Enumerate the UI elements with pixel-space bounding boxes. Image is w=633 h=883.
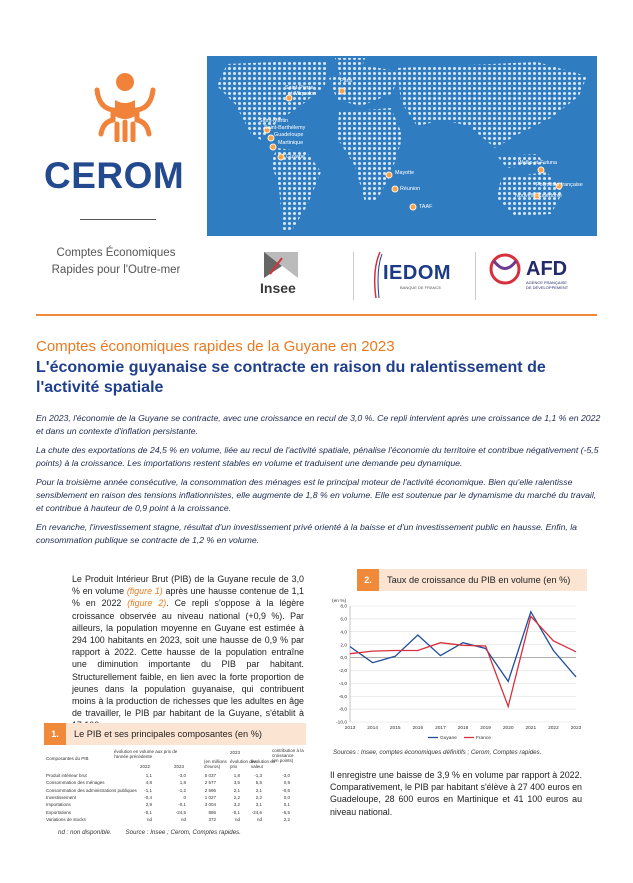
table-cell: -0,6 (282, 787, 290, 793)
table-cell: 1,1 (145, 773, 152, 778)
map-label-mayotte: Mayotte (395, 170, 415, 176)
table-row-label: Importations (46, 802, 71, 808)
y-tick-label: 4,0 (340, 630, 347, 636)
table-cell: -0,1 (178, 802, 186, 808)
map-label-saint-martin: Saint-Martin (259, 118, 289, 124)
table-cell: 2,1 (255, 787, 262, 793)
table-sub-valeur-line-1: évolution en (251, 759, 276, 764)
table-cell: nd (234, 816, 240, 822)
insee-logo-icon (262, 250, 300, 280)
table-sub-prix-line-2: prix (230, 764, 238, 769)
x-tick-label: 2016 (412, 726, 424, 731)
table-col-contribution-line-2: croissance (272, 753, 294, 758)
y-tick-label: -4,0 (338, 681, 347, 687)
article-kicker: Comptes économiques rapides de la Guyane en 2023 (36, 338, 395, 355)
cerom-logo (36, 62, 211, 240)
figure-1-source: Source : Insee ; Cerom, Comptes rapides. (125, 829, 241, 836)
article-headline: L'économie guyanaise se contracte en raison du ralentissement de l'activité spatiale (36, 359, 546, 396)
figure-1-table (44, 748, 314, 826)
tagline-line-2: Rapides pour l'Outre-mer (51, 264, 181, 276)
table-cell: 886 (208, 809, 216, 815)
table-cell: 2 596 (204, 787, 216, 793)
table-cell: 2,2 (233, 794, 240, 800)
table-cell: -0,1 (144, 809, 152, 815)
right-paragraph: Il enregistre une baisse de 3,9 % en volume par rapport à 2022. Comparativement, le PIB par habitant s'élève à 27 400 euros en Guadeloupe, 28 600 euros en Martinique et 41 100 euros au niveau national. (330, 770, 582, 817)
table-cell: 4,8 (145, 780, 152, 786)
map-label-guyane: Guyane (286, 154, 305, 160)
map-label-martinique: Martinique (278, 140, 304, 146)
y-tick-label: 8,0 (340, 604, 347, 610)
table-sub-meur-line-2: d'euros) (204, 764, 221, 769)
cerom-wordmark: CEROM (44, 155, 185, 196)
table-cell: 0,1 (283, 802, 290, 808)
map-label-spm-1: Saint-Pierre- (285, 85, 316, 91)
y-axis-unit: (en %) (332, 599, 347, 604)
iedom-emblem-icon (370, 250, 384, 300)
figure-1-title: Le PIB et ses principales composantes (en %) (74, 729, 262, 739)
table-cell: 2,2 (283, 816, 290, 822)
map-label-reunion: Réunion (400, 186, 421, 192)
table-cell: 2,1 (233, 787, 240, 793)
table-cell: -24,6 (251, 809, 262, 815)
table-cell: 2 577 (204, 780, 216, 786)
map-label-spm-2: et-Miquelon (288, 91, 317, 97)
world-map-graphic (207, 56, 597, 236)
table-cell: 3,5 (233, 780, 240, 786)
table-sub-valeur-line-2: valeur (251, 764, 264, 769)
series-line-france (350, 616, 576, 706)
header-divider (36, 314, 597, 316)
figure-2-source: Sources : Insee, comptes économiques définitifs ; Cerom, Comptes rapides. (333, 749, 542, 756)
table-col-evolution-line-1: évolution en volume aux prix de (114, 749, 178, 754)
table-row-label: Variations de stocks (46, 816, 86, 822)
figure-2-header (357, 569, 587, 591)
table-cell: -0,1 (232, 809, 240, 815)
x-tick-label: 2017 (435, 726, 446, 731)
table-cell: 5,5 (255, 780, 262, 786)
legend-label-guyane: Guyane (440, 736, 457, 741)
table-cell: -0,4 (144, 794, 152, 800)
table-cell: -1,3 (254, 773, 262, 778)
table-cell: 0,0 (283, 794, 290, 800)
figure-1-notes (58, 829, 241, 836)
x-tick-label: 2014 (367, 726, 378, 731)
table-col-contribution (272, 748, 304, 763)
figure-1-note-nd: nd : non disponible. (58, 829, 112, 836)
table-cell: 2,2 (255, 794, 262, 800)
map-label-wallis: Wallis-et-Futuna (518, 160, 558, 166)
y-tick-label: -8,0 (338, 707, 347, 713)
lead-paragraph: Pour la troisième année consécutive, la consommation des ménages est le principal moteur de l'activité économique. Bien qu'elle ralentisse sensiblement en raison des tensions inflationnistes, elle augmente de 1,8 % en volume. Elle est soutenue par le dynamisme du marché du travail, et contribue à hauteur de 0,9 point à la croissance. (36, 477, 597, 513)
partner-separator (353, 252, 354, 300)
table-cell: -1,1 (144, 787, 152, 793)
x-tick-label: 2022 (548, 726, 559, 731)
body-text: . Ce repli s'oppose à la légère croissance observée au niveau national (+0,9 %). Par ailleurs, la population moyenne en Guyane est estimée à 294 100 habitants en 2023, soit une hausse de 0,9 % par rapport à 2022. Cette hausse de la population entraîne une diminution importante du PIB par habitant. Structurellement faible, en lien avec la forte proportion de jeunes dans la population guyanaise, qui contribuent moins à la production de richesses que les adultes en âge de travailler, le PIB par habitant de la Guyane, s'établit à (72, 598, 305, 719)
table-body (44, 773, 314, 825)
table-sub-meur-line-1: (en millions (204, 759, 227, 764)
table-cell: -3,0 (282, 773, 290, 778)
table-cell: 3,1 (255, 802, 262, 808)
figure-2-number: 2. (357, 569, 379, 591)
table-cell: 5 037 (204, 773, 216, 778)
table-sub-prix-line-1: évolution des (230, 759, 257, 764)
afd-wordmark: AFD (526, 258, 568, 280)
figure-1-number: 1. (44, 723, 66, 745)
cerom-symbol-icon (93, 68, 157, 142)
table-cell: nd (256, 816, 262, 822)
x-tick-label: 2018 (457, 726, 469, 731)
y-tick-label: 6,0 (340, 617, 347, 623)
table-cell: 2,9 (145, 802, 152, 808)
figure-2-reference[interactable]: (figure 2) (127, 598, 167, 609)
table-col-2023: 2023 (230, 750, 241, 755)
table-cell: -1,2 (178, 787, 186, 793)
map-label-polynesie: Polynésie française (536, 182, 583, 188)
table-cell: 1 027 (204, 794, 216, 800)
body-text: après une hausse contenue de 1,1 % en 2022 (72, 586, 304, 609)
legend-label-france: France (476, 736, 491, 741)
table-cell: 0 (183, 794, 186, 800)
table-cell: nd (180, 816, 186, 822)
table-cell: 3,2 (233, 802, 240, 808)
lead-paragraph: La chute des exportations de 24,5 % en volume, liée au recul de l'activité spatiale, pénalise l'économie du territoire et contribue négativement (-5,5 points) à la croissance. Les importations restent stables en volume et traduisent une demande peu dynamique. (36, 445, 599, 468)
iedom-subtitle: BANQUE DE FRANCE (400, 285, 442, 290)
y-tick-label: -6,0 (338, 694, 347, 700)
table-row-label: Exportations (46, 809, 72, 815)
afd-logo-icon (488, 252, 522, 286)
map-label-paris: Paris (340, 78, 353, 84)
cerom-tagline (36, 245, 196, 279)
y-tick-label: 0,0 (340, 656, 347, 662)
table-col-composantes: Composantes du PIB (46, 756, 89, 761)
table-col-evolution (114, 749, 177, 759)
map-label-taaf: TAAF (419, 204, 433, 210)
table-sub-meur (204, 759, 227, 769)
table-cell: 1,8 (179, 780, 186, 786)
table-cell: -5,5 (282, 809, 290, 815)
article-lead (36, 412, 601, 553)
table-col-contribution-line-1: contribution à la (272, 748, 304, 753)
table-row-label: Consommation des ménages (46, 780, 105, 786)
lead-paragraph: En 2023, l'économie de la Guyane se contracte, avec une croissance en recul de 3,0 %. Ce repli intervient après une croissance de 1,1 % en 2022 et dans un contexte d'inflation persistante. (36, 413, 601, 436)
table-cell: 0,9 (283, 780, 290, 786)
table-row-label: Produit intérieur brut (46, 773, 87, 778)
partner-separator (475, 252, 476, 300)
lead-paragraph: En revanche, l'investissement stagne, résultat d'un investissement privé orienté à la baisse et d'un investissement public en hausse. Enfin, la consommation publique se contracte de 1,2 % en volume. (36, 522, 578, 545)
gdp-growth-chart (330, 596, 584, 746)
world-map (207, 56, 597, 236)
table-cell: nd (146, 816, 152, 822)
table-row-label: Investissement (46, 794, 77, 800)
series-line-guyane (350, 612, 576, 682)
x-tick-label: 2015 (389, 726, 401, 731)
logo-divider (80, 219, 156, 220)
table-col-evolution-line-2: l'année précédente (114, 754, 153, 759)
iedom-wordmark: IEDOM (383, 262, 452, 284)
figure-1-header (44, 723, 306, 745)
table-col-contribution-line-3: (en points) (272, 758, 294, 763)
body-text: Le Produit Intérieur Brut (PIB) de la Guyane recule de 3,0 % en volume (72, 574, 304, 597)
x-tick-label: 2013 (344, 726, 356, 731)
afd-subtitle (526, 280, 568, 290)
table-cell: -3,0 (178, 773, 186, 778)
afd-subtitle-line-2: DE DÉVELOPPEMENT (526, 285, 569, 290)
x-tick-label: 2019 (480, 726, 491, 731)
tagline-line-1: Comptes Économiques (56, 247, 176, 259)
x-tick-label: 2021 (525, 726, 537, 731)
partner-logos (250, 248, 598, 304)
map-label-nouvelle-caledonie: Nouvelle-Calédonie (515, 193, 563, 199)
map-label-guadeloupe: Guadeloupe (274, 132, 304, 138)
afd-subtitle-line-1: AGENCE FRANÇAISE (526, 280, 567, 285)
x-tick-label: 2020 (502, 726, 514, 731)
map-label-saint-barthelemy: Saint-Barthélemy (264, 125, 306, 131)
table-cell: -24,5 (175, 809, 186, 815)
table-cell: 372 (208, 816, 216, 822)
y-tick-label: -2,0 (338, 669, 347, 675)
body-paragraph (72, 573, 304, 732)
table-cell: 1,8 (233, 773, 240, 778)
y-tick-label: -10,0 (336, 720, 347, 726)
table-sub-valeur (251, 759, 275, 769)
table-sub-2023: 2023 (174, 764, 185, 769)
insee-wordmark: Insee (260, 280, 296, 296)
table-sub-2022: 2022 (140, 764, 151, 769)
figure-1-reference[interactable]: (figure 1) (126, 586, 163, 597)
table-row-label: Consommation des administrations publiques (46, 787, 137, 793)
x-tick-label: 2023 (570, 726, 582, 731)
y-tick-label: 2,0 (340, 643, 347, 649)
figure-2-title: Taux de croissance du PIB en volume (en %) (387, 575, 571, 585)
table-cell: 3 004 (204, 802, 216, 808)
